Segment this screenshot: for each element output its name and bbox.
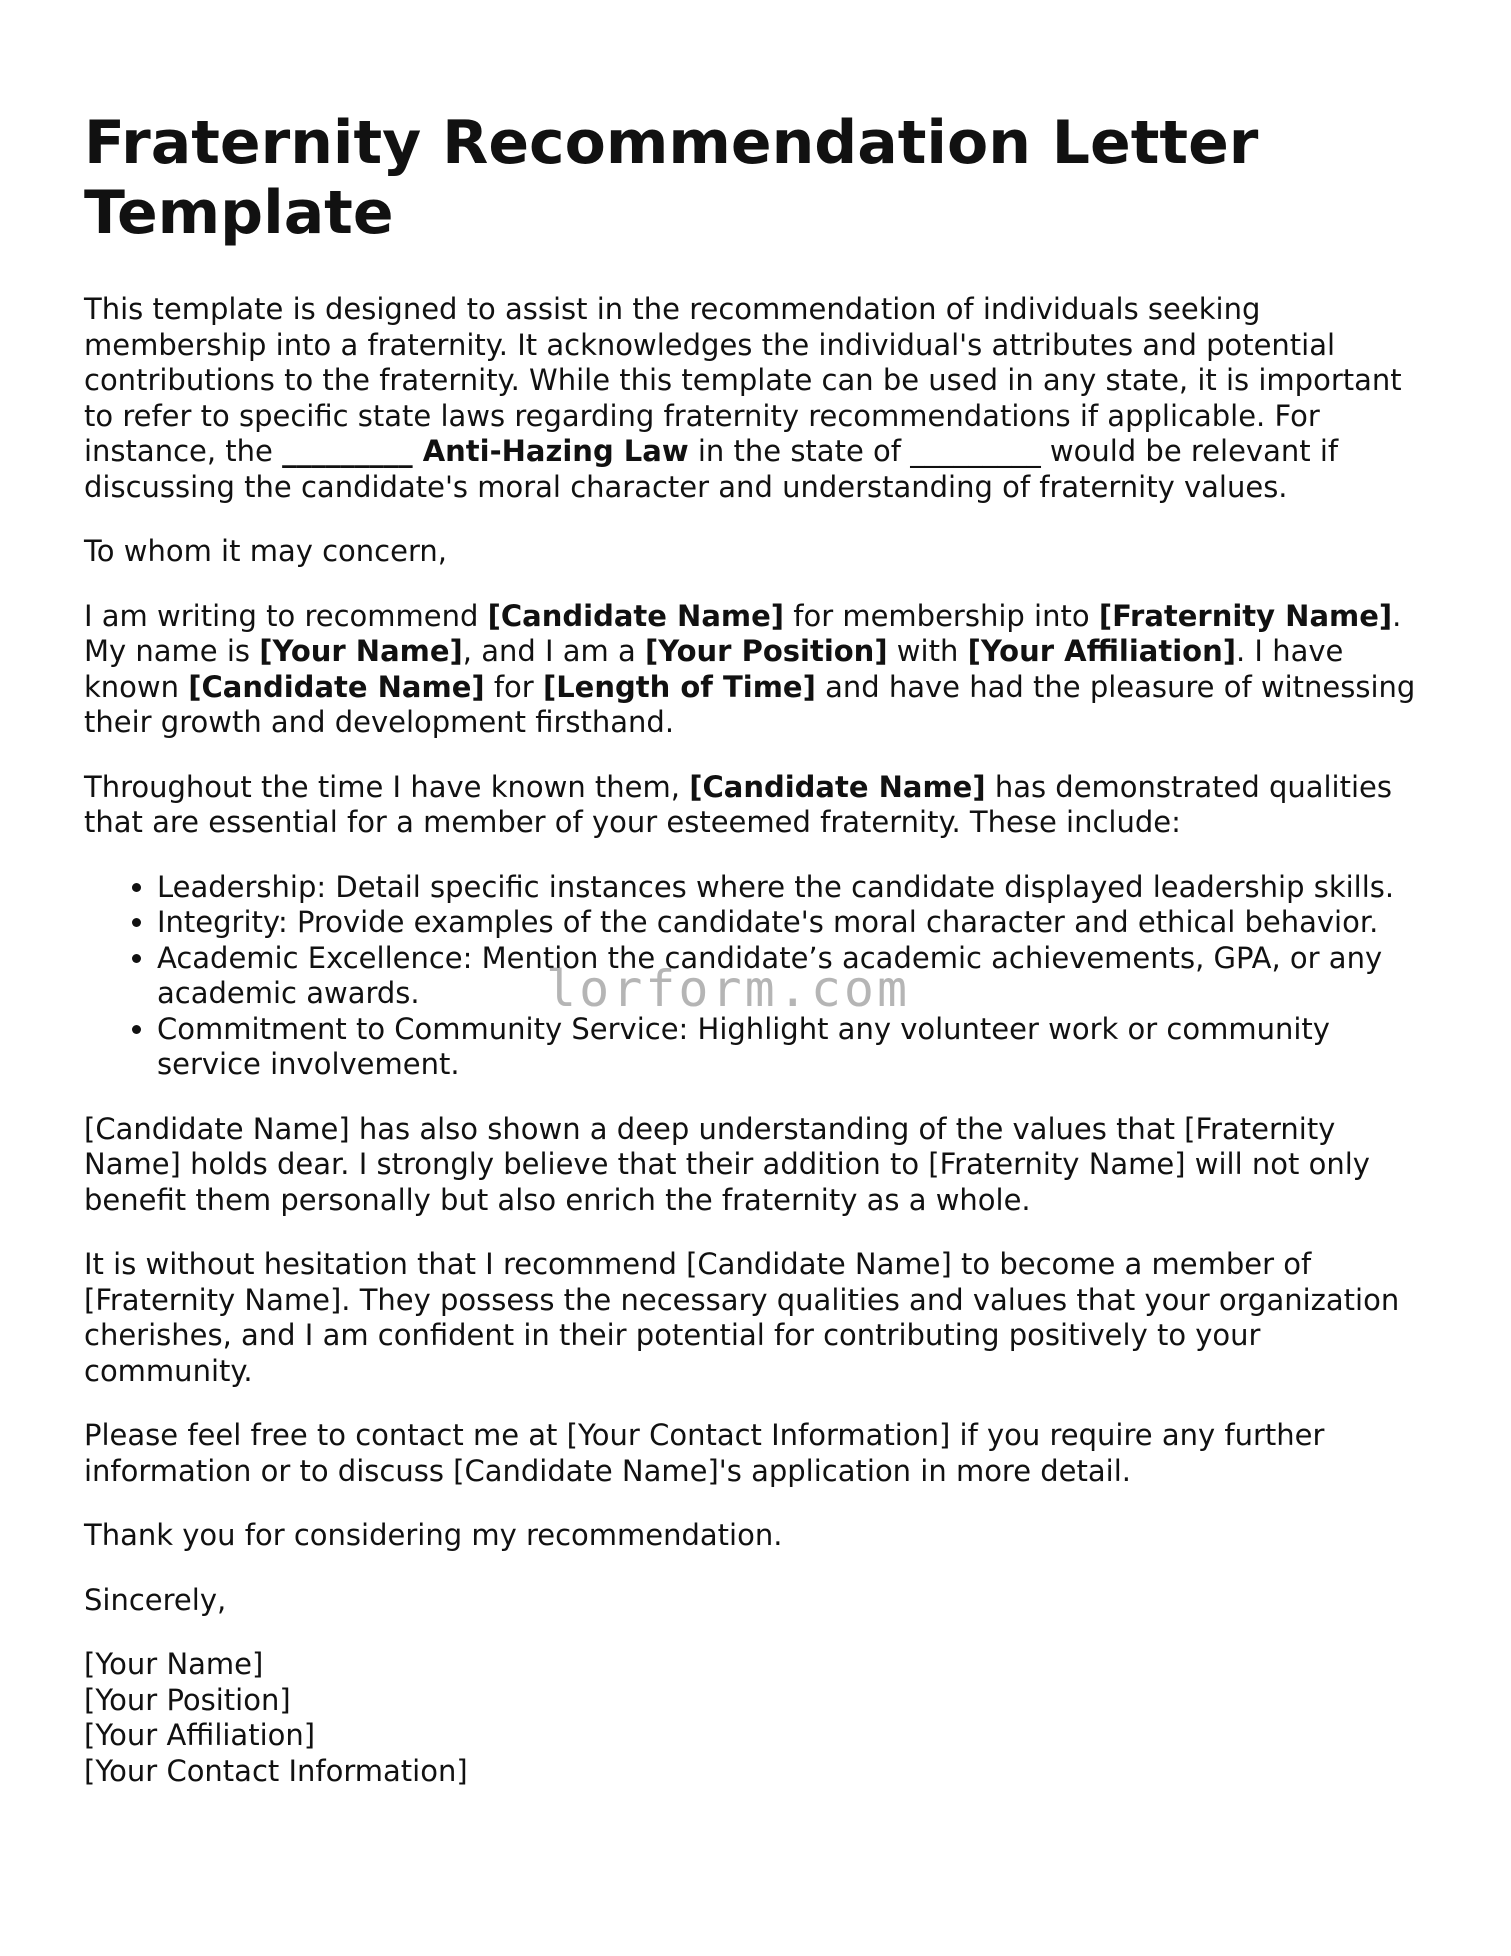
- values-paragraph: [Candidate Name] has also shown a deep understanding of the values that [Fraternity Name] holds dear. I strongly believe that their addition to [Fraternity Name] will not only benefit them personally but also enrich the fraternity as a whole.: [84, 1111, 1370, 1217]
- list-item: • Leadership: Detail specific instances where the candidate displayed leadership skills.: [157, 870, 1434, 906]
- intro-text-3: would be relevant if discussing the candidate's moral character and understanding of fraternity values.: [84, 434, 1339, 504]
- signature-contact: [Your Contact Information]: [84, 1753, 468, 1788]
- p2-candidate-name: [Candidate Name]: [689, 769, 986, 804]
- p2-text-2: has demonstrated qualities that are essential for a member of your esteemed fraternity. These include:: [84, 769, 1392, 839]
- endorsement-paragraph: It is without hesitation that I recommend [Candidate Name] to become a member of [Fraternity Name]. They possess the necessary qualities and values that your organization cherishes, and I am confident in their potential for contributing positively to your community.: [84, 1247, 1400, 1388]
- salutation: To whom it may concern,: [84, 534, 447, 568]
- p1-text-3: . My name is: [84, 598, 1402, 668]
- p1-text-6: . I have known: [84, 634, 1344, 704]
- intro-law-name: Anti-Hazing Law: [412, 434, 689, 468]
- p1-your-affiliation: [Your Affiliation]: [967, 634, 1236, 668]
- p1-text-2: for membership into: [784, 598, 1099, 633]
- p1-length-of-time: [Length of Time]: [542, 669, 816, 704]
- intro-text-2: in the state of: [688, 434, 911, 468]
- document-title: Fraternity Recommendation Letter Template: [84, 108, 1259, 248]
- signature-name: [Your Name]: [84, 1647, 264, 1681]
- intro-blank-2: _________: [910, 434, 1041, 468]
- p1-text-1: I am writing to recommend: [84, 598, 488, 633]
- p2-text-1: Throughout the time I have known them,: [84, 769, 690, 804]
- intro-blank-1: _________: [282, 434, 413, 468]
- intro-text-1: This template is designed to assist in the recommendation of individuals seeking membership into a fraternity. It acknowledges the individual's attributes and potential contributions to the fraternity. While this template can be used in any state, it is important to refer to specific state laws regarding fraternity recommendations if applicable. For instance, the: [84, 292, 1402, 468]
- p1-fraternity-name: [Fraternity Name]: [1098, 598, 1393, 633]
- p1-candidate-name: [Candidate Name]: [487, 598, 785, 633]
- recommendation-paragraph: [84, 599, 1434, 741]
- intro-paragraph: [84, 292, 1434, 505]
- p1-text-5: with: [887, 634, 968, 668]
- closing: Sincerely,: [84, 1582, 227, 1617]
- p1-candidate-name-2: [Candidate Name]: [188, 669, 485, 704]
- list-item: • Commitment to Community Service: Highlight any volunteer work or community service involvement.: [157, 1012, 1434, 1083]
- signature-block: [84, 1647, 1434, 1789]
- document-page: [84, 108, 1434, 1789]
- p1-your-position: [Your Position]: [645, 634, 888, 668]
- list-item: • Academic Excellence: Mention the candidate’s academic achievements, GPA, or any academic awards.: [157, 941, 1434, 1012]
- p1-your-name: [Your Name]: [259, 634, 463, 668]
- contact-paragraph: Please feel free to contact me at [Your Contact Information] if you require any further information or to discuss [Candidate Name]'s application in more detail.: [84, 1418, 1325, 1488]
- qualities-intro-paragraph: [84, 770, 1434, 841]
- list-item: • Integrity: Provide examples of the candidate's moral character and ethical behavior.: [157, 905, 1434, 941]
- p1-text-8: and have had the pleasure of witnessing their growth and development firsthand.: [84, 669, 1416, 739]
- thanks-paragraph: Thank you for considering my recommendation.: [84, 1518, 783, 1552]
- p1-text-4: , and I am a: [462, 634, 646, 668]
- qualities-list: [84, 870, 1434, 1083]
- watermark: lorform.com: [546, 960, 911, 1018]
- signature-affiliation: [Your Affiliation]: [84, 1718, 316, 1752]
- signature-position: [Your Position]: [84, 1682, 291, 1717]
- p1-text-7: for: [484, 669, 543, 704]
